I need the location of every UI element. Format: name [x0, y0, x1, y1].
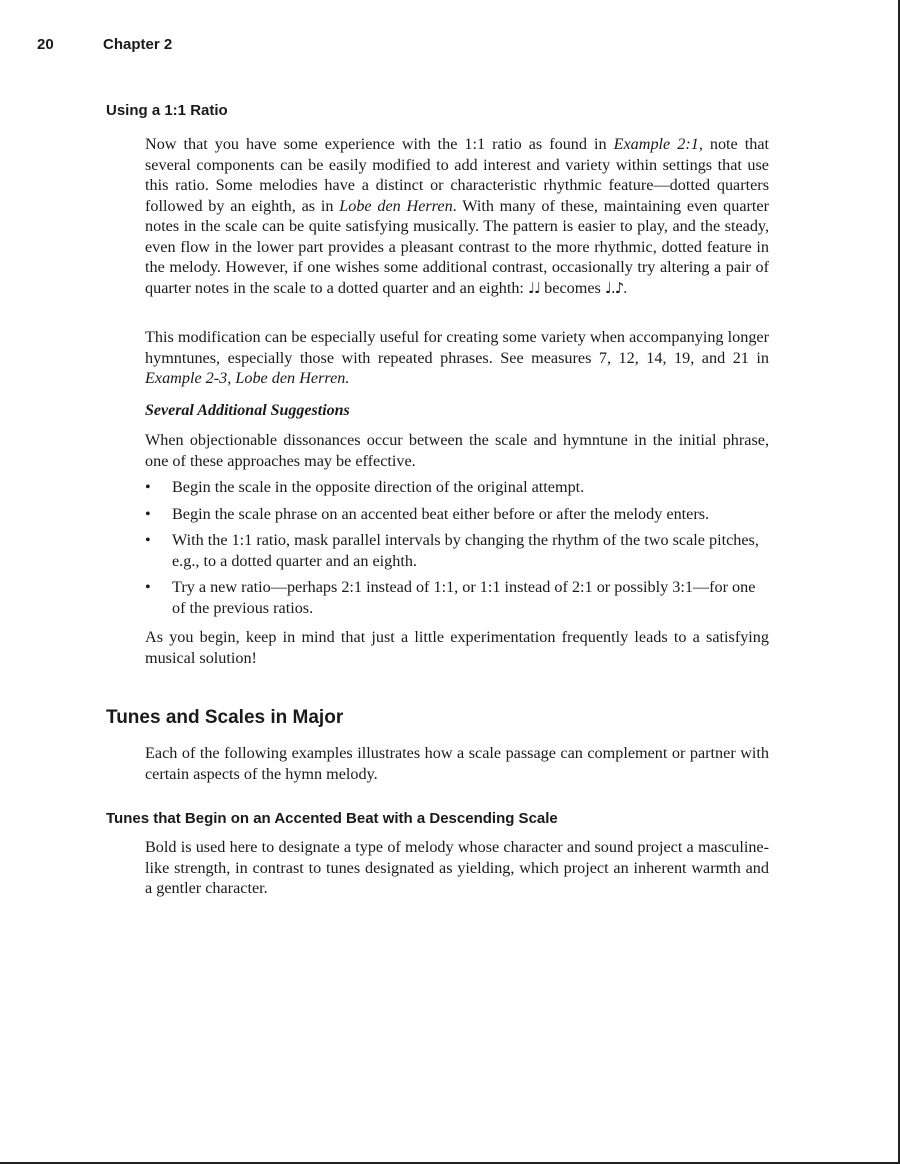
list-item	[145, 530, 769, 571]
text-run: Now that you have some experience with the 1:1 ratio as found in	[145, 135, 614, 153]
bullet-icon: •	[145, 504, 151, 523]
paragraph-modification	[145, 327, 769, 389]
section-heading-ratio: Using a 1:1 Ratio	[106, 102, 228, 119]
list-item-text: Try a new ratio—perhaps 2:1 instead of 1:1, or 1:1 instead of 2:1 or possibly 3:1—for one of the previous ratios.	[172, 578, 756, 617]
example-reference: Example 2-3, Lobe den Herren.	[145, 369, 350, 387]
text-run: , note that several components can be easily modified to add interest and variety within settings that use this ratio. Some melodies have a distinct or characteristic rhythmic feature—dotted quarters followed by an eighth, as in	[145, 135, 770, 215]
paragraph-closing: As you begin, keep in mind that just a little experimentation frequently leads to a satisfying musical solution!	[145, 628, 769, 667]
section-heading-major: Tunes and Scales in Major	[106, 707, 344, 728]
paragraph-ratio-intro	[145, 134, 769, 298]
subheading-suggestions: Several Additional Suggestions	[145, 402, 350, 419]
list-item	[145, 504, 769, 525]
list-item-text: With the 1:1 ratio, mask parallel intervals by changing the rhythm of the two scale pitches, e.g., to a dotted quarter and an eighth.	[172, 531, 759, 570]
page-number: 20	[37, 36, 54, 53]
bullet-icon: •	[145, 531, 151, 549]
text-run: becomes	[540, 278, 605, 297]
text-run: .	[623, 278, 628, 297]
list-item-text: Begin the scale phrase on an accented beat either before or after the melody enters.	[172, 504, 710, 523]
quarter-notes-icon: ♩♩	[527, 278, 541, 297]
paragraph-bold-tunes: Bold is used here to designate a type of melody whose character and sound project a masculine-like strength, in contrast to tunes designated as yielding, which project an inherent warmth and a gentler character.	[145, 838, 769, 897]
paragraph-major-intro: Each of the following examples illustrates how a scale passage can complement or partner with certain aspects of the hymn melody.	[145, 744, 769, 783]
dotted-quarter-eighth-icon: ♩.♪	[604, 278, 624, 297]
chapter-label: Chapter 2	[103, 36, 173, 53]
running-head	[37, 36, 172, 53]
example-reference: Example 2:1	[613, 135, 699, 153]
text-run: . With many of these, maintaining even quarter notes in the scale can be quite satisfying musically. The pattern is easier to play, and the steady, even flow in the lower part provides a pleasant contrast to the more rhythmic, dotted feature in the melody. However, if one wishes some additional contrast, occasionally try altering a pair of quarter notes in the scale to a dotted quarter and an eighth:	[145, 196, 770, 297]
suggestions-list	[145, 477, 769, 624]
bullet-icon: •	[145, 578, 151, 596]
paragraph-dissonances: When objectionable dissonances occur between the scale and hymntune in the initial phrase, one of these approaches may be effective.	[145, 431, 769, 470]
bullet-icon: •	[145, 478, 151, 496]
list-item-text: Begin the scale in the opposite direction of the original attempt.	[172, 478, 585, 496]
list-item	[145, 577, 769, 618]
subsection-heading-accented: Tunes that Begin on an Accented Beat with a Descending Scale	[106, 810, 558, 827]
list-item	[145, 477, 769, 498]
hymn-title: Lobe den Herren	[339, 196, 453, 215]
text-run: This modification can be especially useful for creating some variety when accompanying longer hymntunes, especially those with repeated phrases. See measures 7, 12, 14, 19, and 21 in	[145, 328, 769, 367]
